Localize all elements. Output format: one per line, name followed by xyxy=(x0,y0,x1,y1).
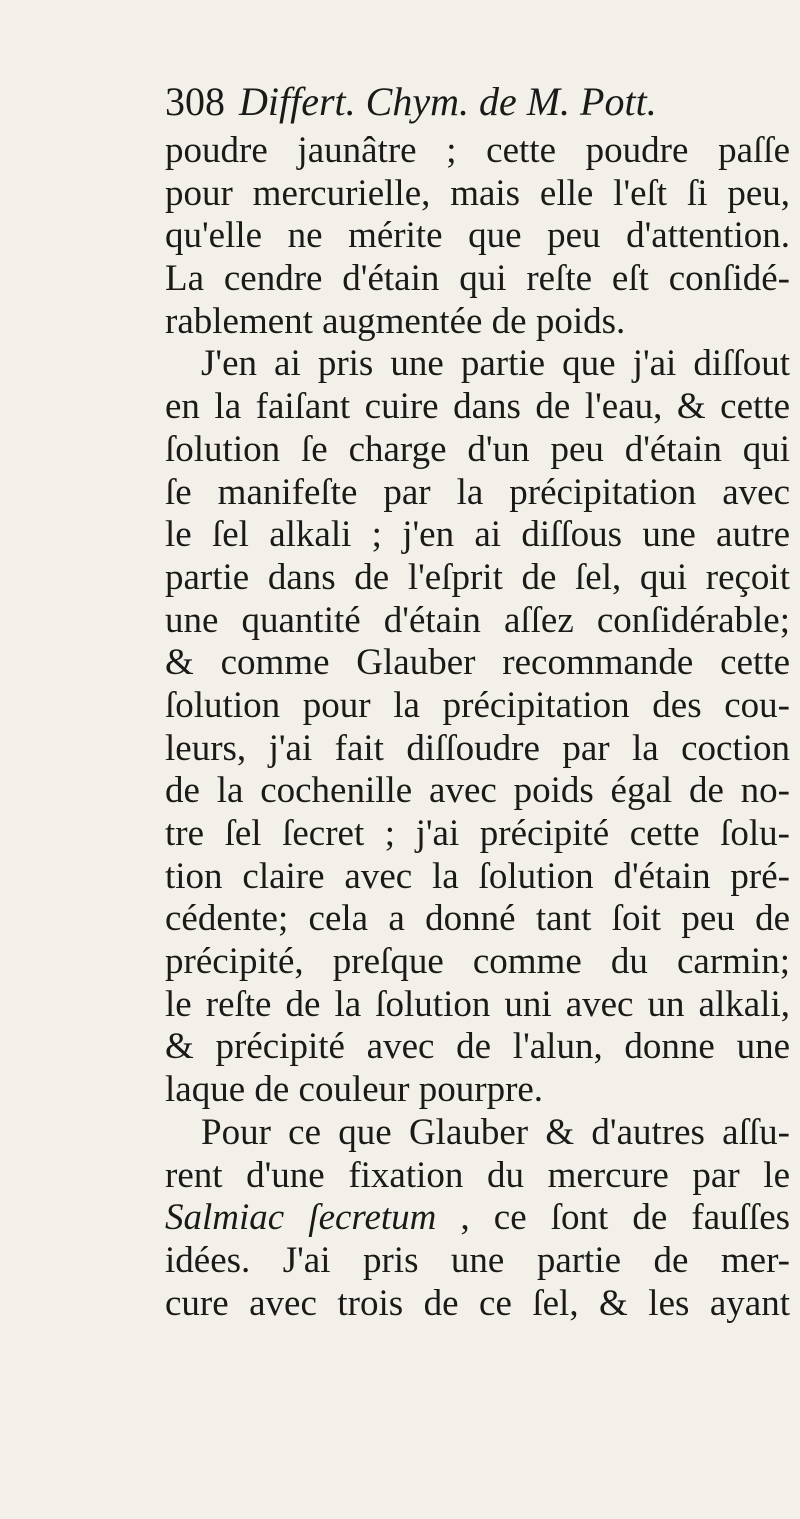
text-line-23: laque de couleur pourpre. xyxy=(165,1069,544,1111)
text-line-18: tion claire avec la ſolution d'étain pré- xyxy=(165,855,790,897)
text-line-19: cédente; cela a donné tant ſoit peu de xyxy=(165,898,790,940)
text-line-4: La cendre d'étain qui reſte eſt conſidé- xyxy=(165,258,790,300)
text-line-8: ſolution ſe charge d'un peu d'étain qui xyxy=(165,428,790,470)
text-line-21: le reſte de la ſolution uni avec un alkali, xyxy=(165,983,790,1025)
text-line-12: une quantité d'étain aſſez conſidérable; xyxy=(165,599,790,641)
text-line-7: en la faiſant cuire dans de l'eau, & cette xyxy=(165,386,790,428)
text-line-26-rest: , ce ſont de fauſſes xyxy=(460,1197,791,1239)
text-line-15: leurs, j'ai fait diſſoudre par la coction xyxy=(165,727,790,769)
text-line-6: J'en ai pris une partie que j'ai diſſout xyxy=(201,343,790,385)
text-line-26 xyxy=(165,1197,790,1240)
body-text xyxy=(165,130,790,1325)
running-title: Differt. Chym. de M. Pott. xyxy=(239,79,657,124)
text-line-9: ſe manifeſte par la précipitation avec xyxy=(165,471,790,513)
italic-term: Salmiac ſecretum xyxy=(165,1197,437,1239)
text-line-5: rablement augmentée de poids. xyxy=(165,300,626,342)
text-line-10: le ſel alkali ; j'en ai diſſous une autre xyxy=(165,514,790,556)
page-number: 308 xyxy=(165,79,225,124)
text-line-2: pour mercurielle, mais elle l'eſt ſi peu, xyxy=(165,172,790,214)
text-line-11: partie dans de l'eſprit de ſel, qui reçoit xyxy=(165,556,790,598)
text-line-17: tre ſel ſecret ; j'ai précipité cette ſolu- xyxy=(165,813,790,854)
text-line-25: rent d'une fixation du mercure par le xyxy=(165,1154,790,1196)
text-line-22: & précipité avec de l'alun, donne une xyxy=(165,1026,790,1068)
text-line-16: de la cochenille avec poids égal de no- xyxy=(165,770,790,812)
text-line-27: idées. J'ai pris une partie de mer- xyxy=(165,1239,790,1281)
text-line-24: Pour ce que Glauber & d'autres aſſu- xyxy=(201,1111,790,1153)
text-line-20: précipité, preſque comme du carmin; xyxy=(165,941,790,983)
page-header xyxy=(165,78,657,126)
text-line-28: cure avec trois de ce ſel, & les ayant xyxy=(165,1282,790,1324)
text-line-1: poudre jaunâtre ; cette poudre paſſe xyxy=(165,130,790,171)
text-line-13: & comme Glauber recommande cette xyxy=(165,642,790,684)
text-line-14: ſolution pour la précipitation des cou- xyxy=(165,684,790,726)
text-line-3: qu'elle ne mérite que peu d'attention. xyxy=(165,215,790,257)
